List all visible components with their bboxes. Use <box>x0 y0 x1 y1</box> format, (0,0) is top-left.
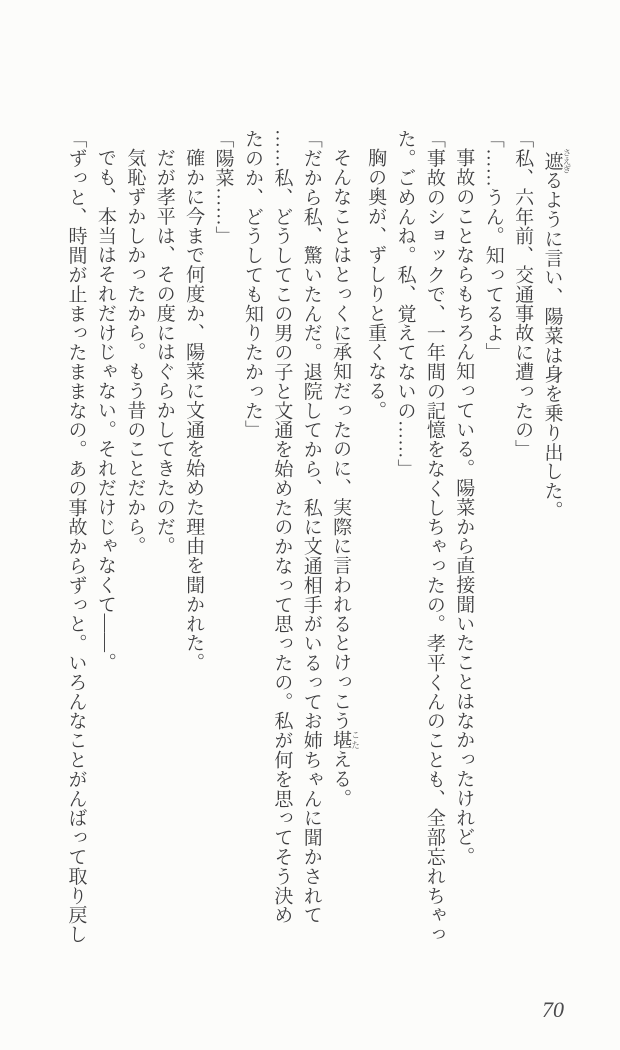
text-line: 「事故のショックで、一年間の記憶をなくしちゃったの。孝平くんのことも、全部忘れちゃっ <box>423 129 445 944</box>
vertical-text-block <box>61 129 572 947</box>
text-line: たのか、どうしても知りたかった」 <box>241 129 263 440</box>
text-line: 胸の奥が、ずしりと重くなる。 <box>365 148 387 420</box>
text-line: でも、本当はそれだけじゃない。それだけじゃなくて――。 <box>94 148 116 673</box>
text-line: 「……うん。知ってるよ」 <box>482 129 504 362</box>
text-line: た。ごめんね。私、覚えてないの……」 <box>394 129 416 479</box>
furigana-ruby: 遮 さえぎ <box>541 148 572 174</box>
text-line: 「だから私、驚いたんだ。退院してから、私に文通相手がいるってお姉ちゃんに聞かされて <box>300 129 322 925</box>
text-line: 遮 さえぎるように言い、陽菜は身を乗り出した。 <box>541 148 572 521</box>
page-number: 70 <box>542 997 564 1022</box>
text-line: 「ずっと、時間が止まったままなの。あの事故からずっと。いろんなことがんばって取り戻し <box>65 129 87 944</box>
text-line: だが孝平は、その度にはぐらかしてきたのだ。 <box>153 148 175 556</box>
text-line: 確かに今まで何度か、陽菜に文通を始めた理由を聞かれた。 <box>183 148 205 673</box>
text-line: 「陽菜……」 <box>212 129 234 246</box>
furigana-ruby: 堪 こた <box>330 730 361 750</box>
text-line: 気恥ずかしかったから。もう昔のことだから。 <box>124 148 146 556</box>
text-line: ……私、どうしてこの男の子と文通を始めたのかなって思ったの。私が何を思ってそう決め <box>271 129 293 925</box>
text-line: そんなことはとっくに承知だったのに、実際に言われるとけっこう堪 こたえる。 <box>330 148 361 808</box>
text-line: 事故のことならもちろん知っている。陽菜から直接聞いたことはなかったけれど。 <box>453 148 475 867</box>
text-line: 「私、六年前、交通事故に遭ったの」 <box>512 129 534 459</box>
